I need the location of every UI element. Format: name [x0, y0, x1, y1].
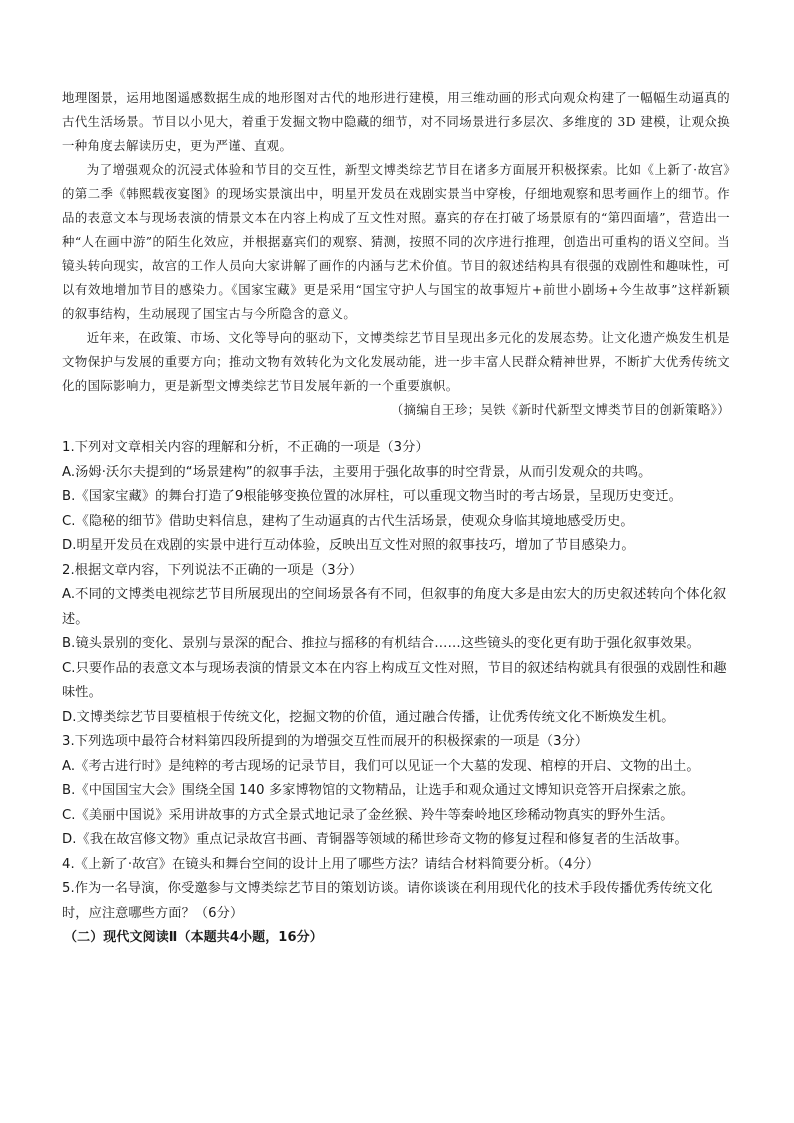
question-4 [62, 853, 732, 878]
passage-paragraph-interactivity: 为了增强观众的沉浸式体验和节目的交互性，新型文博类综艺节目在诸多方面展开积极探索。比如《上新了·故宫》的第二季《韩熙载夜宴图》的现场实景演出中，明星开发员在戏剧实景当中穿梭，仔细地观察和思考画作上的细节。作品的表意文本与现场表演的情景文本在内容上构成了互文性对照。嘉宾的存在打破了场景原有的“第四面墙”，营造出一种“人在画中游”的陌生化效应，并根据嘉宾们的观察、猜测，按照不同的次序进行推理，创造出可重构的语义空间。当镜头转向现实，故宫的工作人员向大家讲解了画作的内涵与艺术价值。节目的叙述结构具有很强的戏剧性和趣味性，可以有效地增加节目的感染力。《国家宝藏》更是采用“国宝守护人与国宝的故事短片+前世小剧场+今生故事”这样新颖的叙事结构，生动展现了国宝古与今所隐含的意义。 [62, 162, 730, 321]
question-5 [62, 877, 732, 926]
option-a: A.不同的文博类电视综艺节目所展现出的空间场景各有不同，但叙事的角度大多是由宏大的历史叙述转向个体化叙述。 [62, 587, 727, 627]
option-c: C.《隐秘的细节》借助史料信息，建构了生动逼真的古代生活场景，使观众身临其境地感受历史。 [62, 513, 634, 529]
option-a: A.汤姆·沃尔夫提到的“场景建构”的叙事手法，主要用于强化故事的时空背景，从而引发观众的共鸣。 [62, 464, 652, 480]
option-b: B.《国家宝藏》的舞台打造了9根能够变换位置的冰屏柱，可以重现文物当时的考古场景，呈现历史变迁。 [62, 489, 682, 504]
reading-passage [62, 86, 730, 422]
question-stem: 5.作为一名导演，你受邀参与文博类综艺节目的策划访谈。请你谈谈在利用现代化的技术手段传播优秀传统文化时，应注意哪些方面？（6分） [62, 881, 713, 921]
passage-paragraph-continued: 地理图景，运用地图遥感数据生成的地形图对古代的地形进行建模，用三维动画的形式向观众构建了一幅幅生动逼真的古代生活场景。节目以小见大，着重于发掘文物中隐藏的细节，对不同场景进行多层次、多维度的 3D 建模，让观众换一种角度去解读历史，更为严谨、直观。 [62, 90, 730, 153]
option-b: B.镜头景别的变化、景别与景深的配合、推拉与摇移的有机结合……这些镜头的变化更有助于强化叙事效果。 [62, 636, 700, 651]
question-stem: 2.根据文章内容，下列说法不正确的一项是（3分） [62, 562, 363, 578]
option-c: C.《美丽中国说》采用讲故事的方式全景式地记录了金丝猴、羚牛等秦岭地区珍稀动物真实的野外生活。 [62, 807, 674, 823]
option-c: C.只要作品的表意文本与现场表演的情景文本在内容上构成互文性对照，节目的叙述结构就具有很强的戏剧性和趣味性。 [62, 660, 727, 700]
option-b: B.《中国国宝大会》围绕全国 140 多家博物馆的文物精品，让选手和观众通过文博知识竞答开启探索之旅。 [62, 783, 695, 798]
question-2 [62, 559, 732, 731]
passage-paragraph-development: 近年来，在政策、市场、文化等导向的驱动下，文博类综艺节目呈现出多元化的发展态势。让文化遗产焕发生机是文物保护与发展的重要方向；推动文物有效转化为文化发展动能，进一步丰富人民群众精神世界，不断扩大优秀传统文化的国际影响力，更是新型文博类综艺节目发展年新的一个重要旗帜。 [62, 330, 730, 393]
question-list [62, 436, 732, 951]
question-stem: 1.下列对文章相关内容的理解和分析，不正确的一项是（3分） [62, 440, 429, 455]
question-1 [62, 436, 732, 559]
option-d: D.《我在故宫修文物》重点记录故宫书画、青铜器等领域的稀世珍奇文物的修复过程和修复者的生活故事。 [62, 832, 688, 847]
section-heading: （二）现代文阅读Ⅱ（本题共4小题，16分） [64, 930, 323, 945]
option-d: D.明星开发员在戏剧的实景中进行互动体验，反映出互文性对照的叙事技巧，增加了节目感染力。 [62, 538, 635, 553]
question-stem: 4.《上新了·故宫》在镜头和舞台空间的设计上用了哪些方法？请结合材料简要分析。（4分） [62, 856, 600, 872]
option-d: D.文博类综艺节目要植根于传统文化，挖掘文物的价值，通过融合传播，让优秀传统文化不断焕发生机。 [62, 709, 675, 725]
question-3 [62, 730, 732, 853]
option-a: A.《考古进行时》是纯粹的考古现场的记录节目，我们可以见证一个大墓的发现、棺椁的开启、文物的出土。 [62, 758, 700, 774]
question-stem: 3.下列选项中最符合材料第四段所提到的为增强交互性而展开的积极探索的一项是（3分） [62, 734, 589, 749]
passage-citation: （摘编自王珍；吴铁《新时代新型文博类节目的创新策略》） [390, 402, 730, 417]
